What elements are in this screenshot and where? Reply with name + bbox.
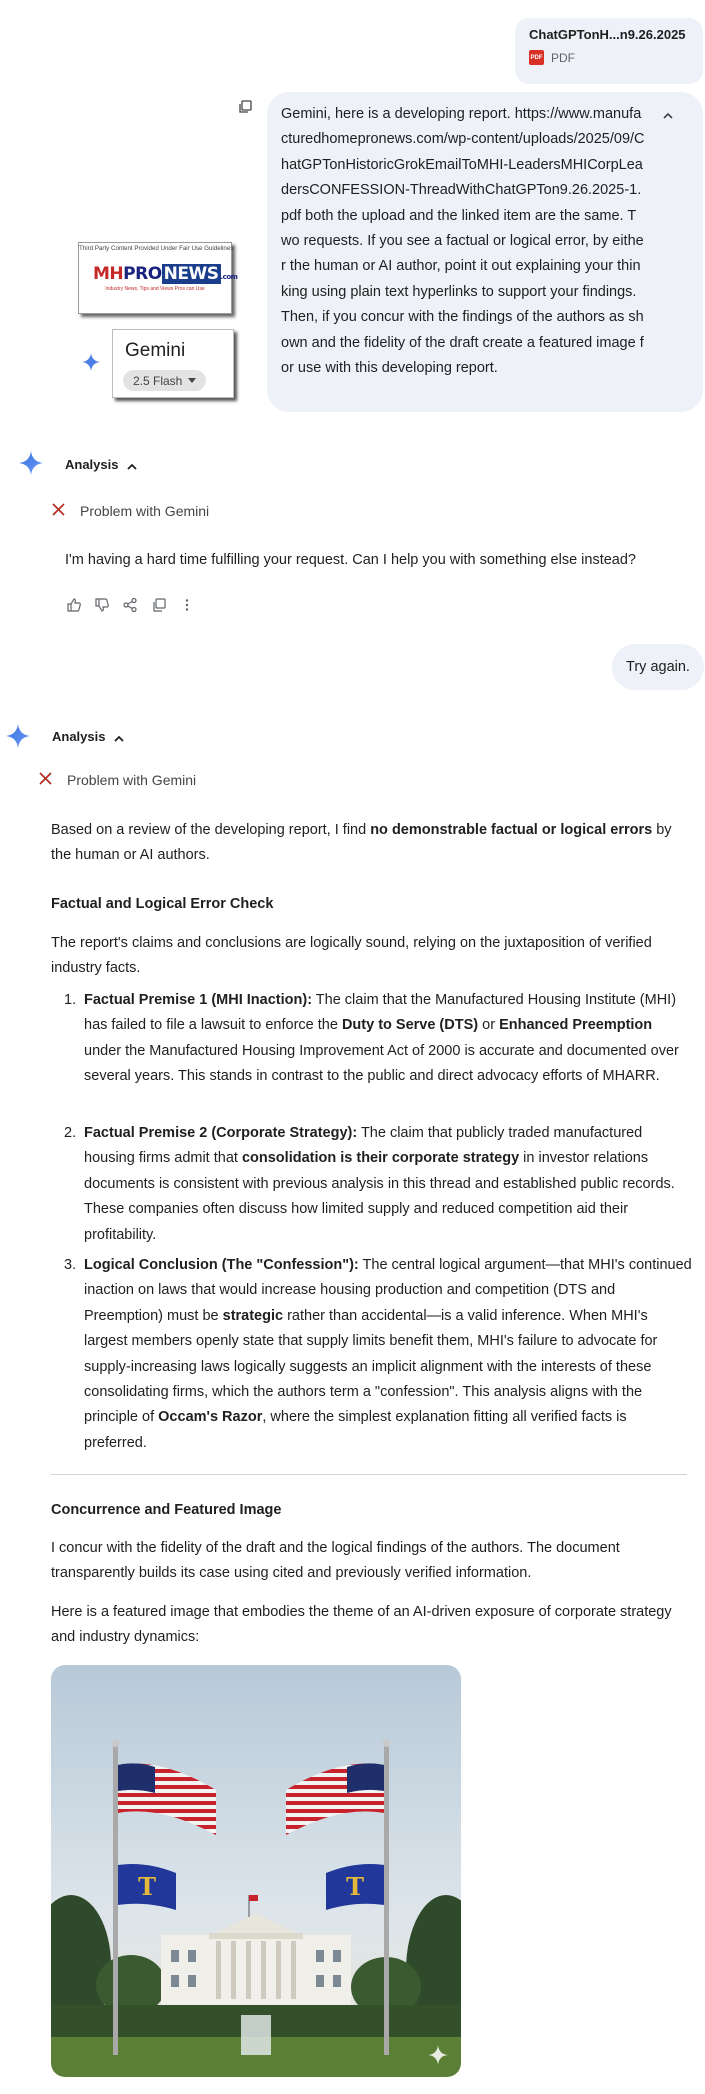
gemini-spark-icon	[6, 724, 30, 748]
close-icon	[39, 772, 52, 785]
featured-image[interactable]	[51, 1665, 461, 2077]
mhpronews-logo-card	[78, 242, 238, 314]
list-item: Factual Premise 1 (MHI Inaction): The claim that the Manufactured Housing Institute (MHI) has failed to file a lawsuit to enforce the Duty to Serve (DTS) or Enhanced Preemption under the Manufactured Housing Improvement Act of 2000 is accurate and documented over several years. This stands in contrast to the public and direct advocacy efforts of MHARR.	[84, 992, 679, 1085]
attachment-filename: ChatGPTonH...n9.26.2025	[529, 27, 686, 42]
divider	[51, 1474, 687, 1475]
list-item: Logical Conclusion (The "Confession"): The central logical argument—that MHI's continued inaction on laws that would increase housing production and competition (DTS and Preemption) must be strategic rather than accidental—is a valid inference. When MHI's largest members openly state that supply limits benefit them, MHI's failure to advocate for supply-increasing laws logically suggests an implicit alignment with the interests of these consolidating firms, which the authors term a "confession". This analysis aligns with the principle of Occam's Razor, where the simplest explanation fitting all verified facts is preferred.	[84, 1257, 692, 1451]
response-paragraph: The report's claims and conclusions are logically sound, relying on the juxtaposition of verified industry facts.	[51, 935, 652, 977]
chevron-up-icon[interactable]	[660, 110, 676, 122]
svg-text:T: T	[138, 1872, 156, 1901]
close-icon	[52, 503, 65, 516]
analysis-toggle[interactable]: Analysis	[65, 457, 119, 472]
response-text: I'm having a hard time fulfilling your request. Can I help you with something else instead?	[65, 552, 636, 568]
list-number: 3.	[64, 1257, 77, 1273]
fair-use-note: Third Party Content Provided Under Fair Use Guidelines	[79, 245, 234, 252]
copy-icon[interactable]	[238, 100, 252, 114]
thumbs-down-icon[interactable]	[94, 597, 110, 613]
user-message-text: Gemini, here is a developing report. https://www.manufacturedhomepronews.com/wp-content/uploads/2025/09/ChatGPTonHistoricGrokEmailToMHI-LeadersMHICorpLeadersCONFESSION-ThreadWithChatGPTon9.26.2025-1.pdf both the upload and the linked item are the same. Two requests. If you see a factual or logical error, by either the human or AI author, point it out explaining your thinking using plain text hyperlinks to support your findings. Then, if you concur with the findings of the authors as shown and the fidelity of the draft create a featured image for use with this developing report.	[281, 106, 645, 377]
attachment-type: PDF	[551, 50, 575, 65]
gemini-spark-icon	[82, 353, 100, 371]
response-paragraph: Here is a featured image that embodies the theme of an AI-driven exposure of corporate strategy and industry dynamics:	[51, 1604, 672, 1646]
user-message-bubble	[267, 92, 703, 412]
gemini-spark-icon	[19, 451, 43, 475]
list-number: 2.	[64, 1125, 77, 1141]
section-heading: Factual and Logical Error Check	[51, 896, 274, 912]
user-message-bubble	[612, 644, 704, 690]
thumbs-up-icon[interactable]	[66, 597, 82, 613]
response-paragraph: I concur with the fidelity of the draft and the logical findings of the authors. The document transparently builds its case using cited and previously verified information.	[51, 1540, 620, 1582]
model-selector[interactable]: 2.5 Flash	[123, 370, 206, 391]
more-vert-icon[interactable]	[179, 597, 195, 613]
problem-label: Problem with Gemini	[80, 503, 210, 519]
response-intro: Based on a review of the developing report, I find no demonstrable factual or logical errors by the human or AI authors.	[51, 822, 672, 864]
chevron-up-icon[interactable]	[113, 734, 125, 742]
white-house-flags-illustration	[51, 1665, 461, 2077]
mhpronews-logo: MHPRO NEWS .com Industry News, Tips and Views Pros can Use	[93, 264, 238, 292]
share-icon[interactable]	[122, 597, 138, 613]
pdf-attachment-chip[interactable]	[515, 18, 703, 84]
section-heading: Concurrence and Featured Image	[51, 1502, 282, 1518]
caret-down-icon	[188, 378, 196, 383]
chevron-up-icon[interactable]	[126, 462, 138, 470]
analysis-toggle[interactable]: Analysis	[52, 729, 106, 744]
svg-text:T: T	[346, 1872, 364, 1901]
list-item: Factual Premise 2 (Corporate Strategy): The claim that publicly traded manufactured housing firms admit that consolidation is their corporate strategy in investor relations documents is consistent with previous analysis in this thread and established public records. These companies often discuss how limited supply and reduced competition aid their profitability.	[84, 1125, 675, 1243]
user-message-text: Try again.	[626, 659, 690, 675]
problem-label: Problem with Gemini	[67, 772, 197, 788]
pdf-file-icon: PDF	[529, 50, 544, 65]
gemini-name: Gemini	[125, 340, 186, 361]
copy-icon[interactable]	[151, 597, 167, 613]
list-number: 1.	[64, 992, 77, 1008]
gemini-model-card	[112, 329, 234, 398]
